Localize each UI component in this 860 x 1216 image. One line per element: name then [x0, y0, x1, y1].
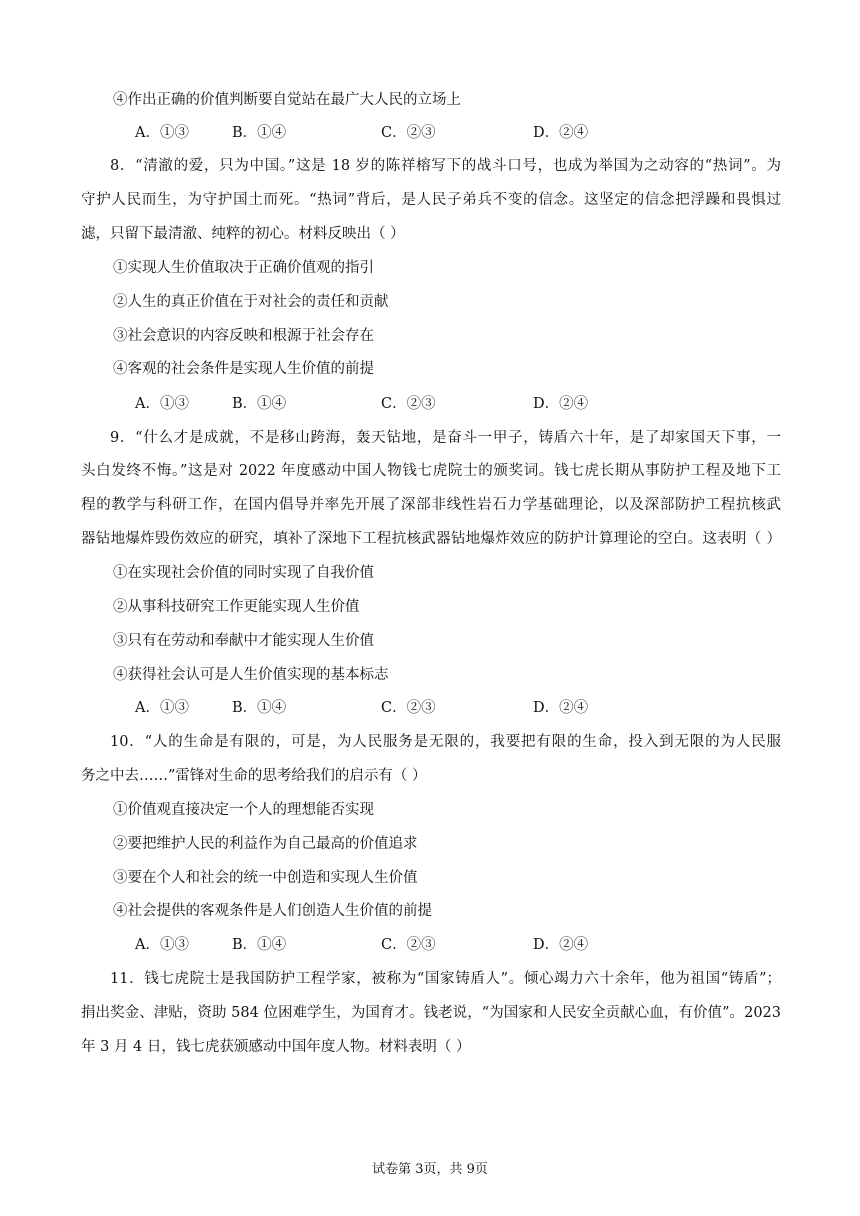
q8-option-2: ②人生的真正价值在于对社会的责任和贡献	[113, 294, 389, 310]
q10-choices	[135, 934, 735, 956]
choice-b: B．①④	[232, 700, 287, 716]
q8-stem-line-2: 守护人民而生，为守护国土而死。“热词”背后，是人民子弟兵不变的信念。这坚定的信念把浮躁和畏惧过	[81, 192, 781, 208]
choice-c: C．②③	[381, 700, 436, 716]
q9-stem-line-2: 头白发终不悔。”这是对 2022 年度感动中国人物钱七虎院士的颁奖词。钱七虎长期从事防护工程及地下工	[81, 463, 781, 479]
q10-stem-line-2: 务之中去……”雷锋对生命的思考给我们的启示有（ ）	[81, 768, 427, 784]
choice-c: C．②③	[381, 937, 436, 953]
choice-b: B．①④	[232, 125, 287, 141]
q10-stem-line-1: 10．“人的生命是有限的，可是，为人民服务是无限的，我要把有限的生命，投入到无限的为人民服	[110, 734, 781, 750]
q10-option-4: ④社会提供的客观条件是人们创造人生价值的前提	[113, 903, 432, 919]
q10-option-3: ③要在个人和社会的统一中创造和实现人生价值	[113, 870, 418, 886]
q8-stem-line-3: 滤，只留下最清澈、纯粹的初心。材料反映出（ ）	[81, 226, 405, 242]
choice-a: A．①③	[135, 396, 189, 412]
q9-option-4: ④获得社会认可是人生价值实现的基本标志	[113, 667, 389, 683]
q8-option-3: ③社会意识的内容反映和根源于社会存在	[113, 328, 374, 344]
q9-option-2: ②从事科技研究工作更能实现人生价值	[113, 599, 360, 615]
q11-stem-line-3: 年 3 月 4 日，钱七虎获颁感动中国年度人物。材料表明（ ）	[81, 1039, 471, 1055]
choice-d: D．②④	[533, 125, 589, 141]
q9-stem-line-4: 器钻地爆炸毁伤效应的研究，填补了深地下工程抗核武器钻地爆炸效应的防护计算理论的空白。这表明（ ）	[81, 531, 781, 547]
q10-option-2: ②要把维护人民的利益作为自己最高的价值追求	[113, 836, 418, 852]
prev-choices	[135, 122, 735, 144]
q9-stem-line-1: 9．“什么才是成就，不是移山跨海，轰天钻地，是奋斗一甲子，铸盾六十年，是了却家国天下事，一	[110, 430, 781, 446]
choice-a: A．①③	[135, 700, 189, 716]
choice-b: B．①④	[232, 937, 287, 953]
prev-option-4: ④作出正确的价值判断要自觉站在最广大人民的立场上	[113, 92, 461, 108]
q8-option-4: ④客观的社会条件是实现人生价值的前提	[113, 361, 374, 377]
q9-option-1: ①在实现社会价值的同时实现了自我价值	[113, 565, 374, 581]
choice-d: D．②④	[533, 700, 589, 716]
q11-stem-line-2: 捐出奖金、津贴，资助 584 位困难学生，为国育才。钱老说，“为国家和人民安全贡献心血，有价值”。2023	[81, 1005, 781, 1021]
q8-option-1: ①实现人生价值取决于正确价值观的指引	[113, 260, 374, 276]
q9-option-3: ③只有在劳动和奉献中才能实现人生价值	[113, 633, 374, 649]
choice-a: A．①③	[135, 125, 189, 141]
choice-c: C．②③	[381, 396, 436, 412]
choice-b: B．①④	[232, 396, 287, 412]
q10-option-1: ①价值观直接决定一个人的理想能否实现	[113, 802, 374, 818]
q8-stem-line-1: 8．“清澈的爱，只为中国。”这是 18 岁的陈祥榕写下的战斗口号，也成为举国为之动容的“热词”。为	[110, 158, 781, 174]
q8-choices	[135, 393, 735, 415]
choice-d: D．②④	[533, 396, 589, 412]
q9-stem-line-3: 程的教学与科研工作，在国内倡导并率先开展了深部非线性岩石力学基础理论，以及深部防护工程抗核武	[81, 497, 781, 513]
choice-d: D．②④	[533, 937, 589, 953]
q9-choices	[135, 697, 735, 719]
page-footer: 试卷第 3页，共 9页	[372, 1162, 488, 1177]
choice-a: A．①③	[135, 937, 189, 953]
q11-stem-line-1: 11．钱七虎院士是我国防护工程学家，被称为“国家铸盾人”。倾心竭力六十余年，他为祖国“铸盾”；	[110, 971, 781, 987]
choice-c: C．②③	[381, 125, 436, 141]
